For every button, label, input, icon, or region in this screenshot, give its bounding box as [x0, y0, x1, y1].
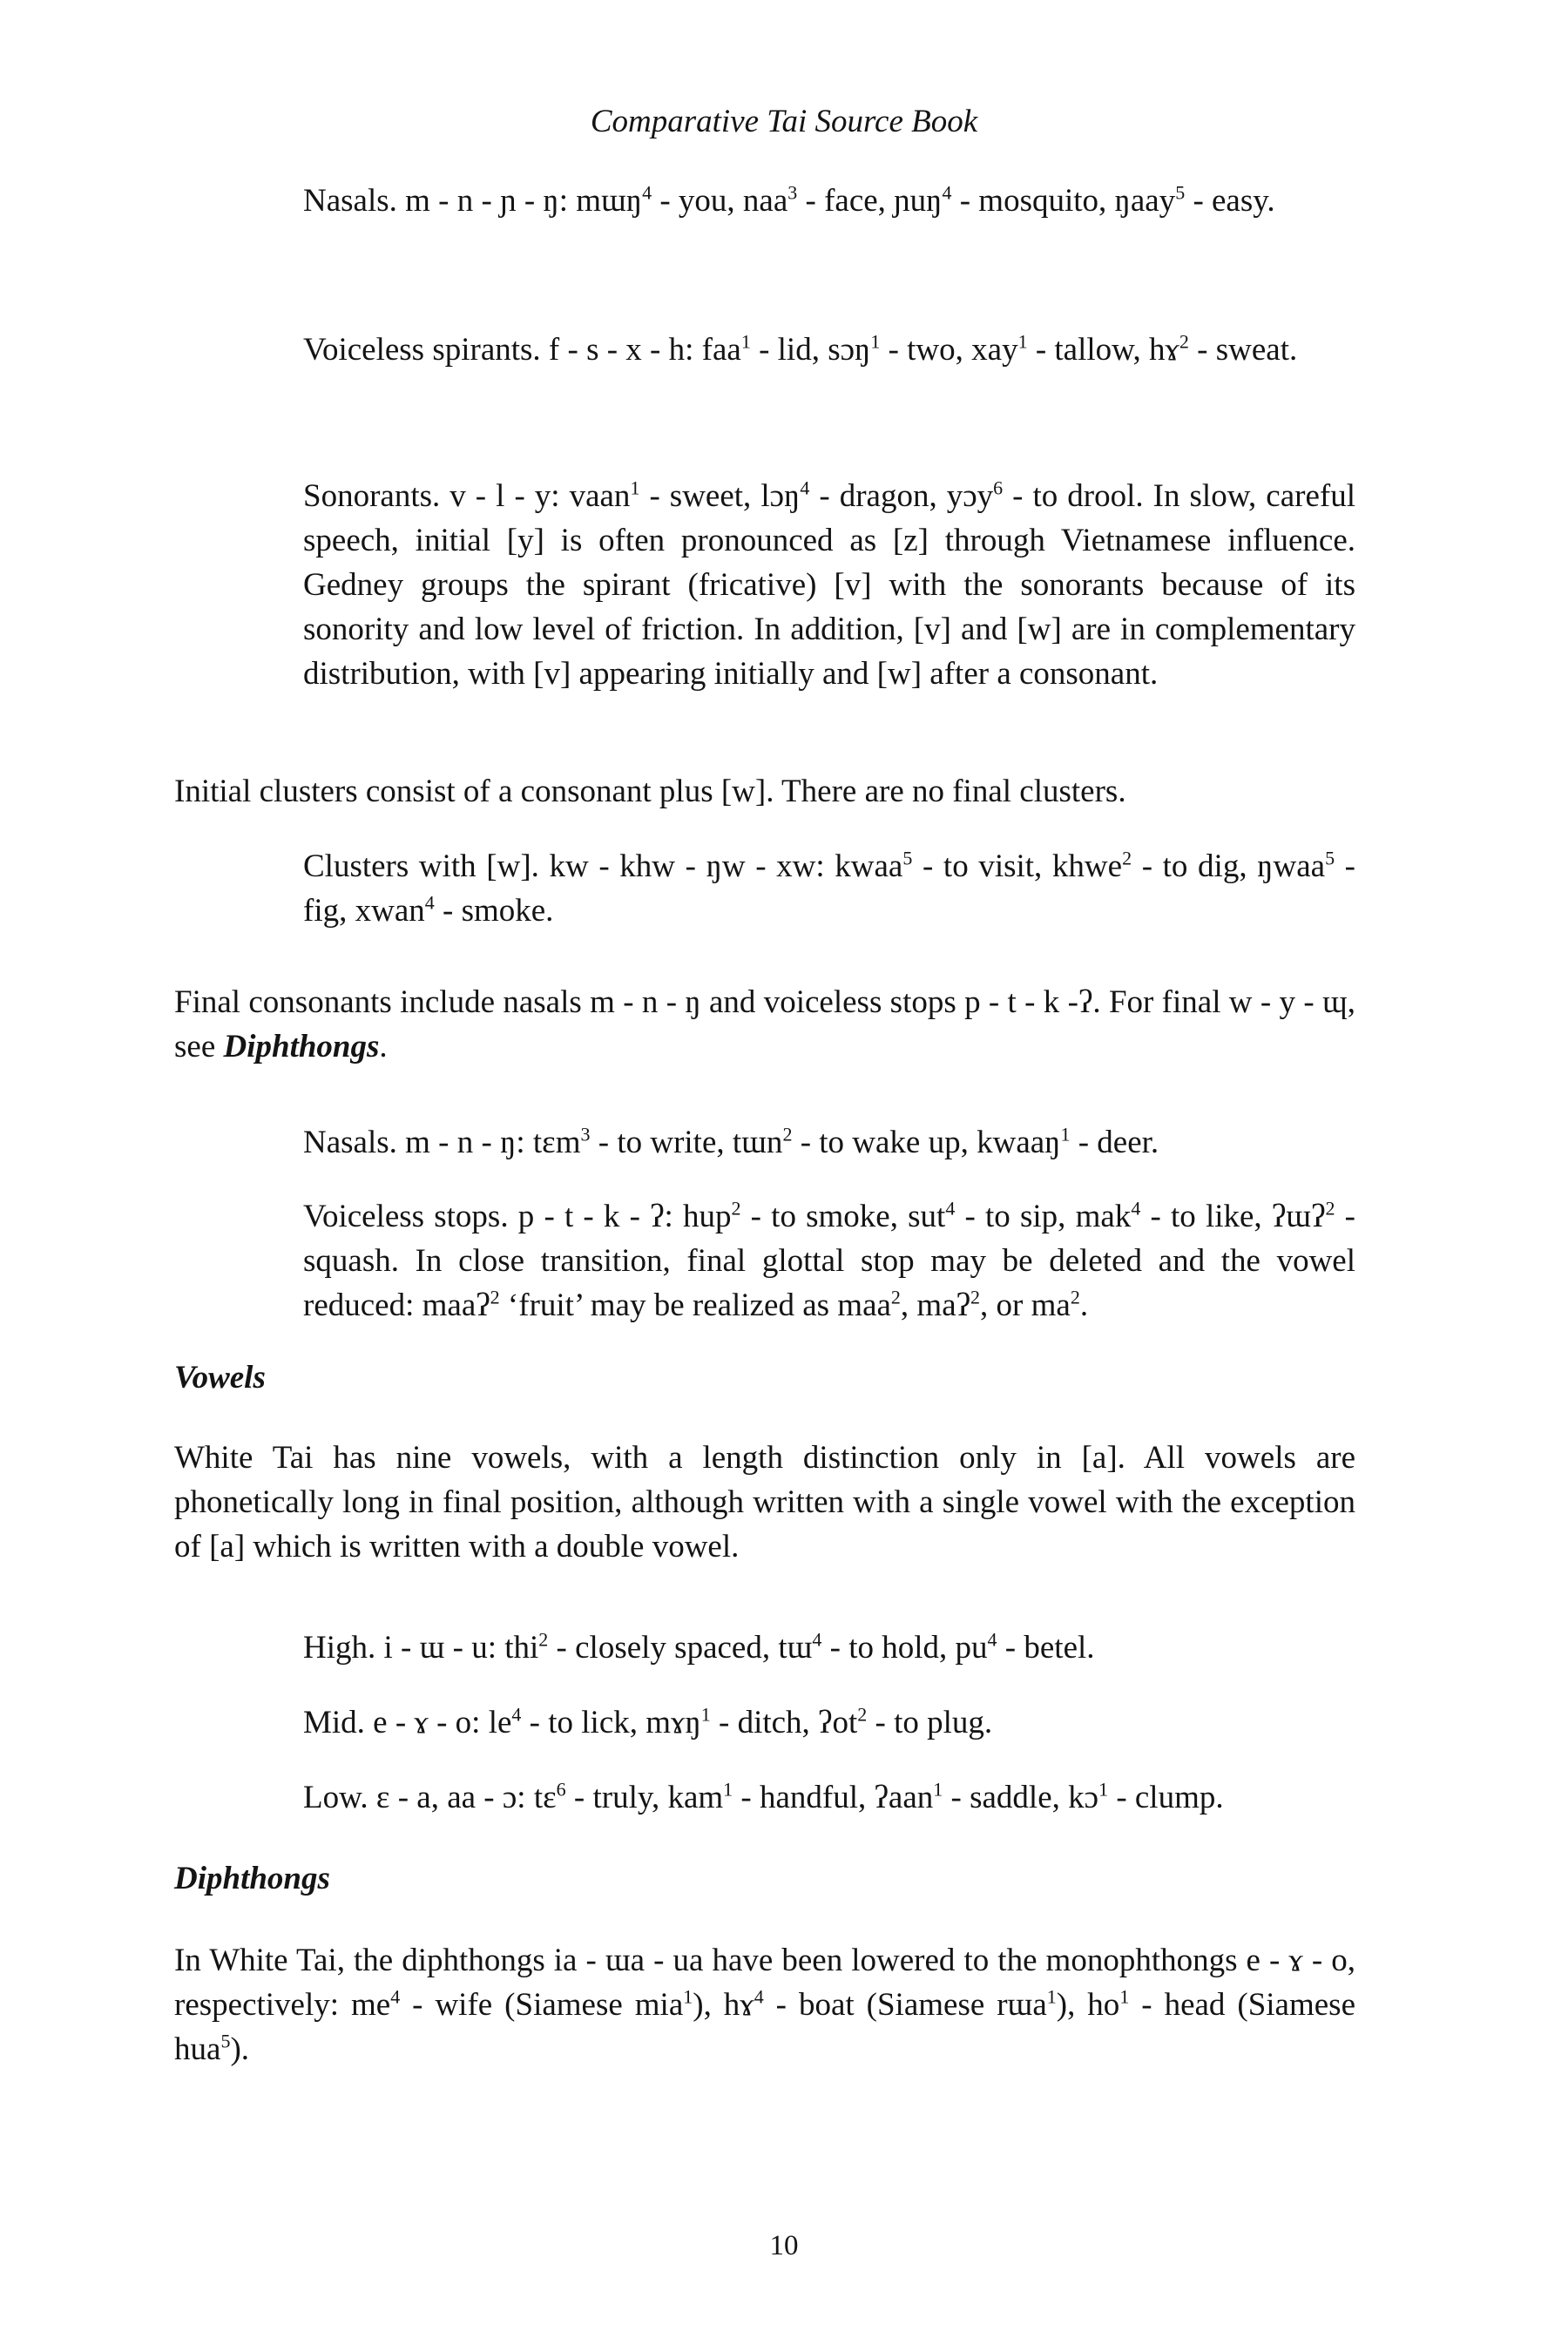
paragraph-nasals-final: Nasals. m - n - ŋ: tɛm$^3$ - to write, tɯn$^2$ - to wake up, kwaaŋ$^1$ - deer.	[303, 1123, 1159, 1160]
page-number: 10	[769, 2230, 799, 2261]
heading-vowels: Vowels	[174, 1360, 266, 1396]
paragraph-high-vowels: High. i - ɯ - u: thi$^2$ - closely spaced, tɯ$^4$ - to hold, $pu^4$ - betel.	[303, 1628, 1095, 1666]
running-head: Comparative Tai Source Book	[590, 104, 978, 139]
paragraph-voiceless-spirants: Voiceless spirants. f - s - x - h: faa$^1$ - lid, sɔŋ$^1$ - two, xay$^1$ - tallow, hɤ$^2$ - sweat.	[303, 330, 1298, 368]
paragraph-low-vowels: Low. ɛ - a, aa - ɔ: tɛ$^6$ - truly, kam$^1$ - handful, ʔaan$^1$ - saddle, kɔ$^1$ - clump.	[303, 1778, 1224, 1815]
paragraph-diphthongs: In White Tai, the diphthongs ia - ɯa - ua have been lowered to the monophthongs e - ɤ - o, respectively: $me^4$ - wife (Siamese mia$^1$), hɤ$^4$ - boat (Siamese rɯa$^1$), $ho^1$ - head (Siamese hua$^5$).	[174, 1943, 1356, 2067]
paragraph-vowels-intro: White Tai has nine vowels, with a length distinction only in [a]. All vowels are phonetically long in final position, although written with a single vowel with the exception of [a] which is written with a double vowel.	[174, 1440, 1355, 1565]
paragraph-initial-clusters: Initial clusters consist of a consonant plus [w]. There are no final clusters.	[174, 774, 1126, 809]
paragraph-voiceless-stops: Voiceless stops. p - t - k - ʔ: hup$^2$ - to smoke, sut$^4$ - to sip, mak$^4$ - to like, ʔɯʔ$^2$ - squash. In close transition, final glottal stop may be deleted and the vowel reduced: maaʔ$^2$ ‘fruit’ may be realized as maa$^2$, maʔ$^2$, or $ma^2$.	[303, 1197, 1356, 1323]
paragraph-nasals-initial: Nasals. m - n - ɲ - ŋ: mɯŋ$^4$ - you, naa$^3$ - face, ɲuŋ$^4$ - mosquito, ŋaay$^5$ - easy.	[303, 181, 1275, 219]
heading-diphthongs: Diphthongs	[174, 1861, 330, 1896]
paragraph-mid-vowels: Mid. e - ɤ - o: $le^4$ - to lick, mɤŋ$^1$ - ditch, ʔot$^2$ - to plug.	[303, 1703, 993, 1740]
paragraph-clusters-w: Clusters with [w]. kw - khw - ŋw - xw: kwaa$^5$ - to visit, khwe$^2$ - to dig, ŋwaa$^5$ - fig, xwan$^4$ - smoke.	[303, 847, 1356, 929]
paragraph-sonorants: Sonorants. v - l - y: vaan$^1$ - sweet, lɔŋ$^4$ - dragon, yɔy$^6$ - to drool. In slow, careful speech, initial [y] is often pronounced as [z] through Vietnamese influence. Gedney groups the spirant (fricative) [v] with the sonorants because of its sonority and low level of friction. In addition, [v] and [w] are in complementary distribution, with [v] appearing initially and [w] after a consonant.	[303, 476, 1355, 692]
paragraph-final-consonants: Final consonants include nasals m - n - ŋ and voiceless stops p - t - k -ʔ. For final w - y - ɰ, see Diphthongs.	[174, 984, 1355, 1064]
